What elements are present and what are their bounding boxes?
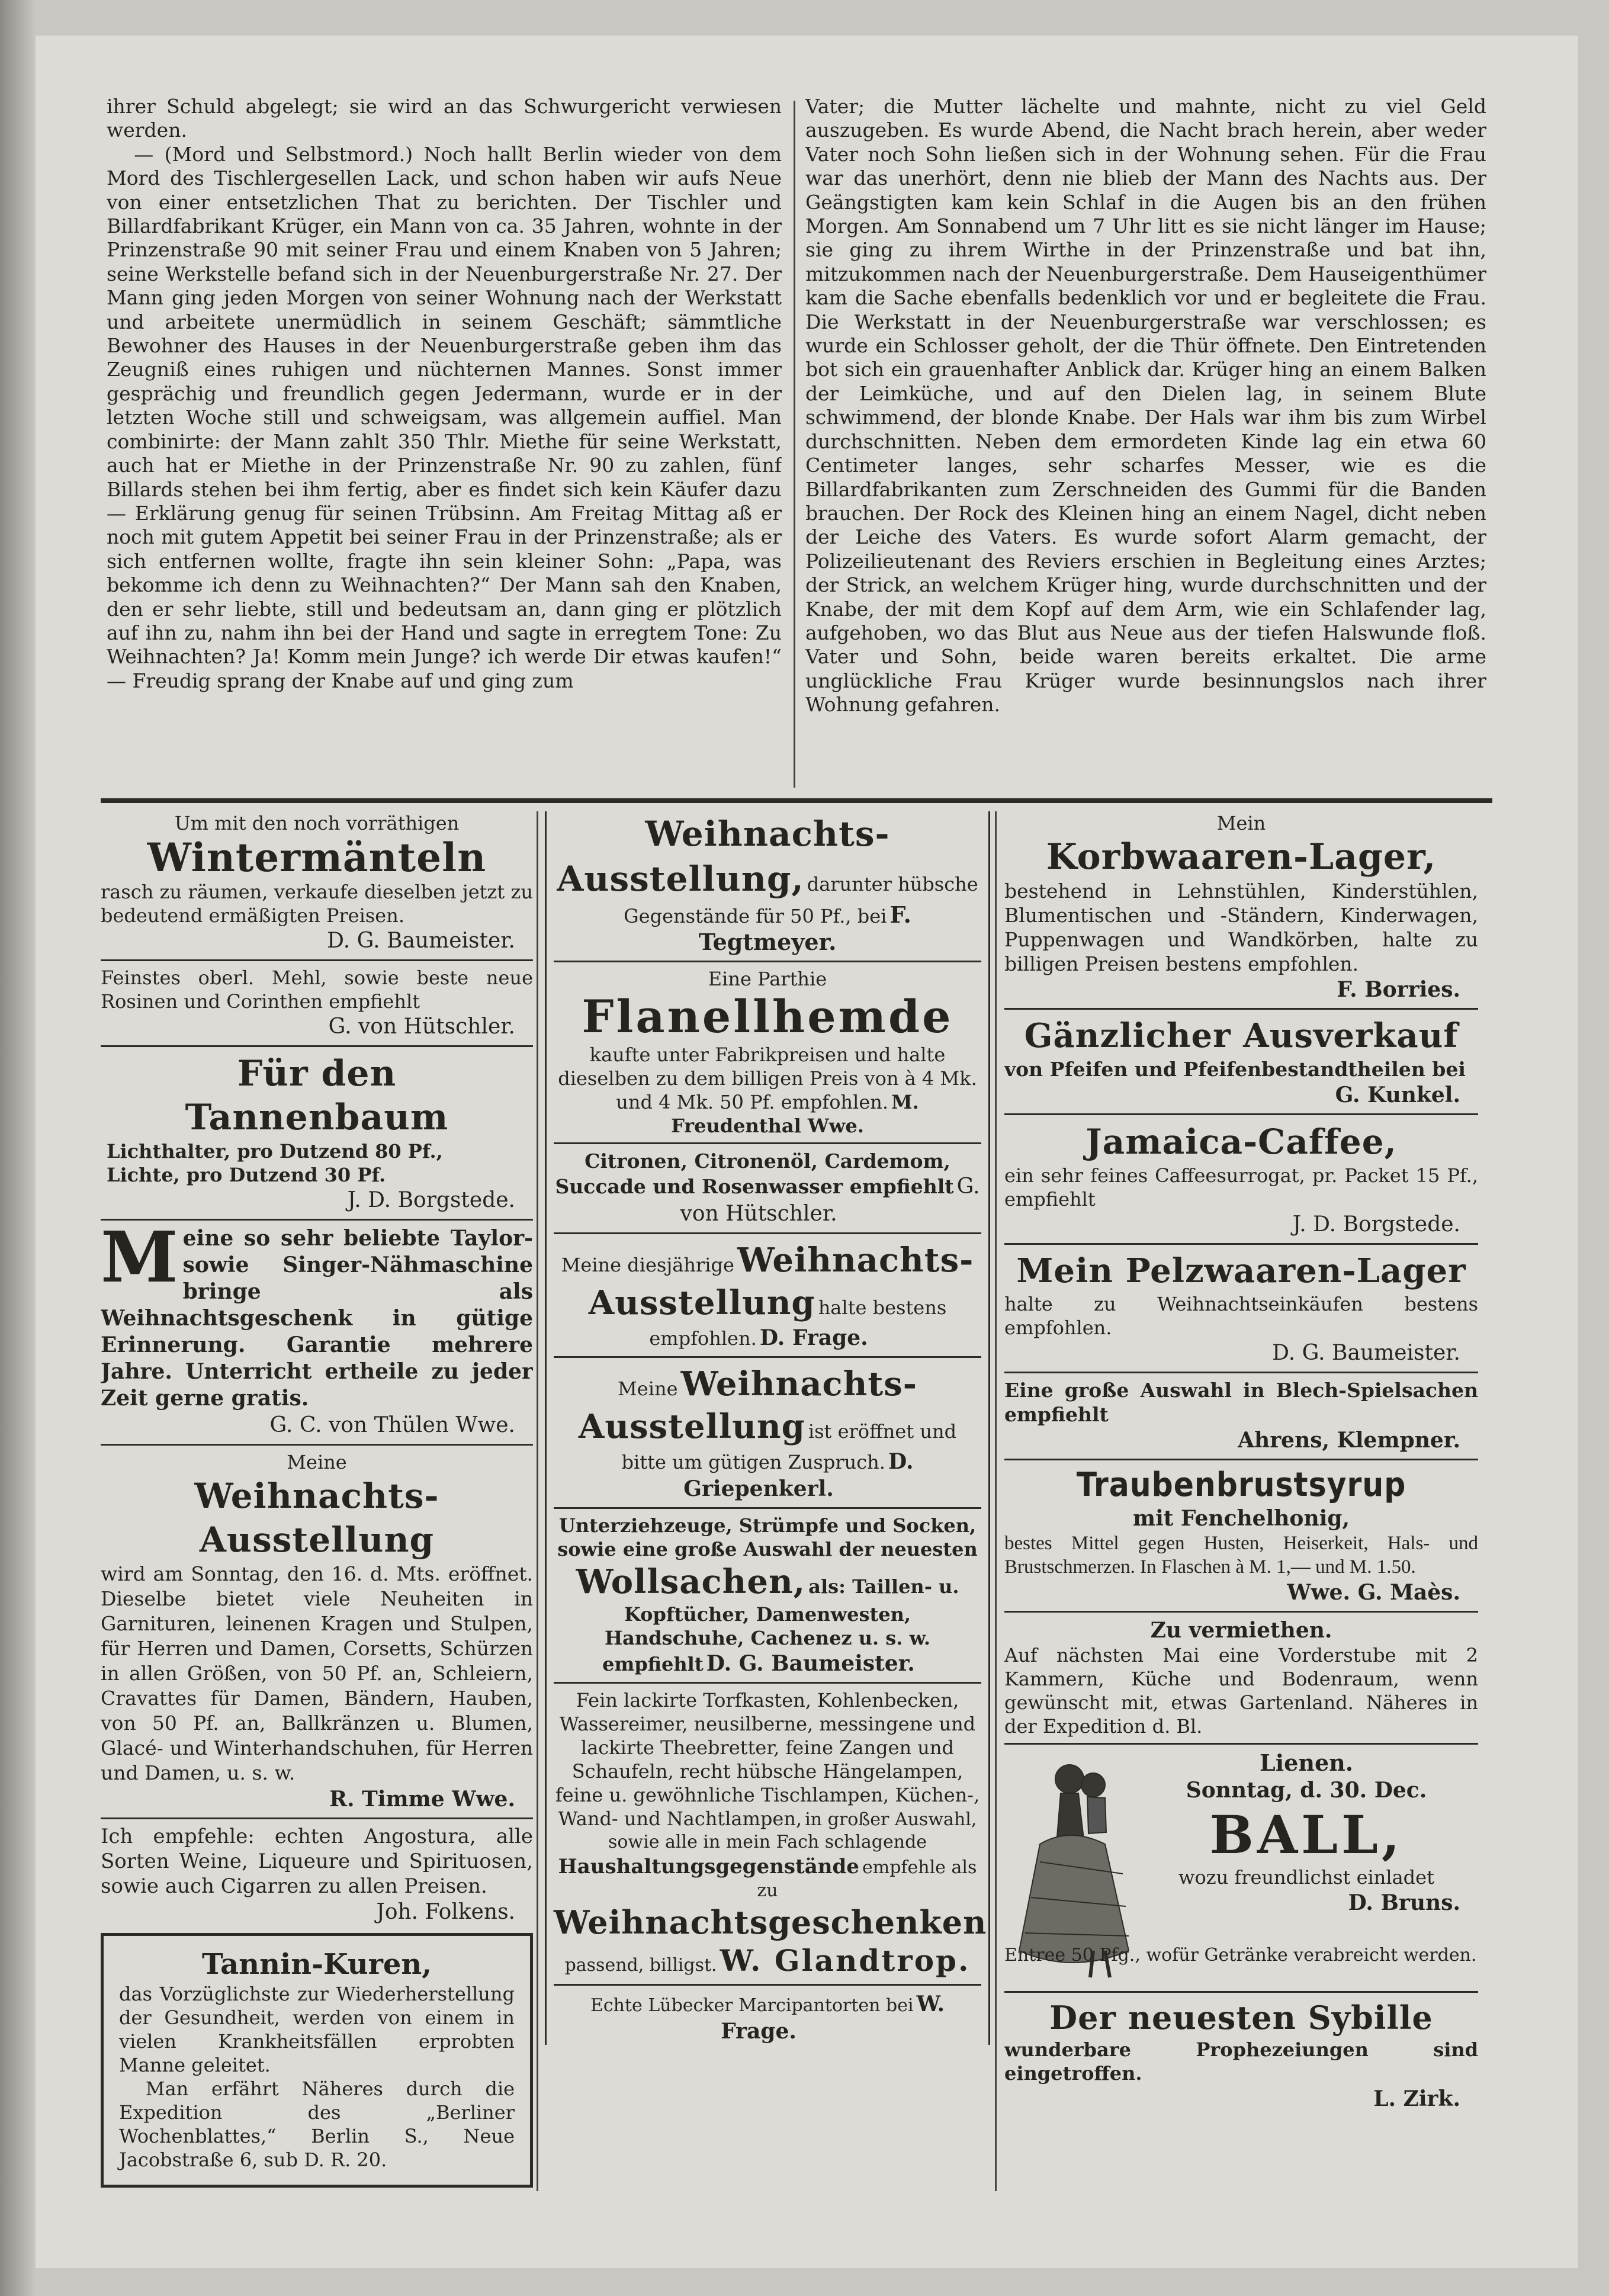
page-edge-shadow <box>0 0 36 2296</box>
ad-separator <box>101 1045 533 1047</box>
ad-signature: J. D. Borgstede. <box>347 1188 515 1212</box>
ad-headline: Der neuesten Sybille <box>1049 1999 1433 2037</box>
ad-separator <box>101 1444 533 1446</box>
ad-separator <box>1004 1008 1478 1010</box>
ad-text: Ich empfehle: echten Angostura, alle Sorten Weine, Liqueure und Spirituosen, sowie auch Cigarren zu allen Preisen. <box>101 1825 533 1898</box>
ad-text: Lichte, pro Dutzend 30 Pf. <box>107 1164 386 1186</box>
ads-column-right <box>1004 811 1478 2191</box>
ad-headline: Zu vermiethen. <box>1150 1618 1332 1643</box>
ad-separator <box>1004 1243 1478 1245</box>
ad-text: wozu freundlichst einladet <box>1178 1866 1434 1889</box>
ads-column-left <box>101 811 533 2191</box>
ad-text: passend, billigst. <box>564 1955 717 1976</box>
ad-headline: Weihnachts-Ausstellung <box>588 1241 974 1322</box>
article-column-right <box>805 95 1486 794</box>
ad-text: wird am Sonntag, den 16. d. Mts. eröffnet. Dieselbe bietet viele Neuheiten in Garnituren, leinenen Kragen und Stulpen, für Herren und Damen, Corsetts, Schürzen in allen Größen, von 50 Pf. an, Schleiern, Cravattes für Damen, Bändern, Hauben, von 50 Pf. an, Ballkränzen u. Blumen, Glacé- und Winterhandschuhen, für Herren und Damen, u. s. w. <box>101 1562 533 1784</box>
ad-tannin-box <box>101 1933 533 2188</box>
ad-headline: Weihnachts-Ausstellung <box>578 1364 917 1446</box>
ad-signature: D. G. Baumeister. <box>1272 1341 1460 1365</box>
ad-separator <box>554 1232 981 1234</box>
ad-text: von Pfeifen und Pfeifenbestandtheilen bei <box>1004 1058 1466 1081</box>
article-paragraph: ihrer Schuld abgelegt; sie wird an das Schwurgericht verwiesen werden. <box>107 95 782 142</box>
ad-headline: BALL, <box>1209 1804 1404 1865</box>
ad-headline: Wollsachen, <box>576 1562 806 1601</box>
ad-signature: W. Glandtrop. <box>720 1943 971 1978</box>
ad-signature: D. Bruns. <box>1348 1890 1460 1915</box>
ad-text: Auf nächsten Mai eine Vorderstube mit 2 Kammern, Küche und Bodenraum, wenn gewünscht mit, etwas Gartenland. Näheres in der Expedition d. Bl. <box>1004 1644 1478 1738</box>
ad-ball <box>1004 1749 1478 1986</box>
ad-headline: Mein Pelzwaaren-Lager <box>1016 1251 1466 1290</box>
ad-text: Echte Lübecker Marcipantorten bei <box>590 1995 914 2016</box>
ad-text: Um mit den noch vorräthigen <box>174 812 460 834</box>
column-rule <box>537 811 538 2191</box>
ad-headline: Jamaica-Caffee, <box>1085 1122 1397 1162</box>
ad-separator <box>101 1219 533 1221</box>
ad-headline: Tannin-Kuren, <box>201 1948 432 1981</box>
ad-text: Mein <box>1216 812 1266 834</box>
ad-text: in großer Auswahl, sowie alle in mein Fach schlagende <box>608 1809 977 1852</box>
ad-separator <box>101 1817 533 1819</box>
ad-signature: F. Borries. <box>1337 977 1460 1002</box>
ad-text: ist eröffnet und bitte um gütigen Zuspruch. <box>621 1420 957 1473</box>
ad-separator <box>1004 1372 1478 1373</box>
ad-text: halte bestens empfohlen. <box>649 1296 947 1350</box>
ad-headline: Weihnachts-Ausstellung, <box>557 814 890 899</box>
ad-text: das Vorzüglichste zur Wiederherstellung der Gesundheit, werden von einem in vielen Krankheitsfällen erprobten Manne geleitet. <box>119 1983 515 2076</box>
ad-signature: G. C. von Thülen Wwe. <box>269 1413 515 1437</box>
ad-text: empfehle als zu <box>757 1857 977 1901</box>
ad-signature: D. Griepenkerl. <box>683 1449 914 1501</box>
ad-text: Entree 50 Pfg., wofür Getränke verabreicht werden. <box>1004 1945 1477 1966</box>
ad-headline: Weihnachtsgeschenken <box>554 1903 987 1941</box>
ad-headline: Wintermänteln <box>147 834 487 881</box>
ad-separator <box>101 959 533 961</box>
ad-signature: L. Zirk. <box>1373 2086 1460 2111</box>
ad-signature: D. Frage. <box>759 1325 868 1350</box>
ad-text: Meine <box>618 1377 678 1400</box>
column-rule <box>794 101 795 788</box>
newspaper-page <box>36 36 1578 2268</box>
ad-signature: G. von Hütschler. <box>680 1174 980 1226</box>
drop-cap: M <box>101 1225 178 1298</box>
ad-separator <box>1004 1459 1478 1460</box>
ad-separator <box>1004 1991 1478 1993</box>
ad-text: bestehend in Lehnstühlen, Kinderstühlen, Blumentischen und -Ständern, Kinderwagen, Puppenwagen und Wandkörben, halte zu billigen Preisen bestens empfohlen. <box>1004 879 1478 975</box>
ad-text: mit Fenchelhonig, <box>1132 1506 1350 1531</box>
ad-headline: Gänzlicher Ausverkauf <box>1024 1016 1459 1055</box>
ad-text: Lichthalter, pro Dutzend 80 Pf., <box>107 1140 443 1163</box>
ad-separator <box>554 1507 981 1509</box>
ad-separator <box>554 1142 981 1144</box>
ad-signature: J. D. Borgstede. <box>1292 1212 1460 1237</box>
ad-headline: Für den Tannenbaum <box>185 1053 449 1138</box>
ad-separator <box>554 1682 981 1684</box>
ad-signature: R. Timme Wwe. <box>329 1787 515 1812</box>
ad-text: Feinstes oberl. Mehl, sowie beste neue Rosinen und Corinthen empfiehlt <box>101 966 533 1013</box>
ad-separator <box>1004 1113 1478 1115</box>
ad-signature: Joh. Folkens. <box>376 1900 515 1924</box>
column-rule <box>995 811 997 2191</box>
ad-text: kaufte unter Fabrikpreisen und halte dieselben zu dem billigen Preis von à 4 Mk. und 4 Mk. 50 Pf. empfohlen. <box>558 1043 977 1113</box>
ad-text: halte zu Weihnachtseinkäufen bestens empfohlen. <box>1004 1293 1478 1339</box>
ad-text: ein sehr feines Caffeesurrogat, pr. Packet 15 Pf., empfiehlt <box>1004 1164 1478 1210</box>
ad-text: Haushaltungsgegenstände <box>558 1855 859 1878</box>
ad-signature: F. Tegtmeyer. <box>698 901 911 955</box>
ad-text: Sonntag, d. 30. Dec. <box>1186 1778 1427 1803</box>
ad-headline: Traubenbrustsyrup <box>1076 1466 1406 1504</box>
ad-text: Eine Parthie <box>708 968 827 990</box>
ad-taylor <box>101 1225 533 1412</box>
ad-separator <box>1004 1743 1478 1745</box>
ad-signature: Wwe. G. Maès. <box>1287 1580 1460 1605</box>
ad-separator <box>554 1356 981 1358</box>
ad-text: Meine diesjährige <box>561 1254 734 1276</box>
ad-text: Fein lackirte Torfkasten, Kohlenbecken, Wassereimer, neusilberne, messingene und lackirte Theebretter, feine Zangen und Schaufeln, recht hübsche Hängelampen, feine u. gewöhnliche Tischlampen, Küchen-, Wand- und Nachtlampen, <box>555 1689 980 1830</box>
ad-headline: Weihnachts-Ausstellung <box>194 1476 439 1560</box>
article-paragraph: — (Mord und Selbstmord.) Noch hallt Berlin wieder von dem Mord des Tischlergesellen Lack, und schon haben wir aufs Neue von einer entsetzlichen That zu berichten. Der Tischler und Billardfabrikant Krüger, ein Mann von ca. 35 Jahren, wohnte in der Prinzenstraße 90 mit seiner Frau und einem Knaben von 5 Jahren; seine Werkstelle befand sich in der Neuenburgerstraße Nr. 27. Der Mann ging jeden Morgen von seiner Wohnung nach der Werkstatt und arbeitete unermüdlich in seinem Geschäft; sämmtliche Bewohner des Hauses in der Neuenburgerstraße geben ihm das Zeugniß eines ruhigen und nüchternen Mannes. Sonst immer gesprächig und freundlich gegen Jedermann, wurde er in der letzten Woche still und schweigsam, was allgemein auffiel. Man combinirte: der Mann zahlt 350 Thlr. Miethe für seine Werkstatt, auch hat er Miethe in der Prinzenstraße Nr. 90 zu zahlen, fünf Billards stehen bei ihm fertig, aber es findet sich kein Käufer dazu — Erklärung genug für seinen Trübsinn. Am Freitag Mittag aß er noch mit gutem Appetit bei seiner Frau in der Prinzenstraße; als er sich entfernen wollte, fragte ihn sein kleiner Sohn: „Papa, was bekomme ich denn zu Weihnachten?“ Der Mann sah den Knaben, den er sehr liebte, still und bedeutsam an, dann ging er plötzlich auf ihn zu, nahm ihn bei der Hand und sagte in erregtem Tone: Zu Weihnachten? Ja! Komm mein Junge? ich werde Dir etwas kaufen!“ — Freudig sprang der Knabe auf und ging zum <box>107 142 782 692</box>
ad-signature: Ahrens, Klempner. <box>1238 1428 1460 1453</box>
article-column-left <box>107 95 782 794</box>
ad-headline: Flanellhemde <box>582 990 953 1043</box>
ad-text: Meine <box>287 1451 347 1473</box>
ad-signature: G. Kunkel. <box>1335 1083 1460 1107</box>
ad-signature: D. G. Baumeister. <box>706 1651 915 1676</box>
ads-column-middle <box>545 811 990 2191</box>
ad-text: Man erfährt Näheres durch die Expedition des „Berliner Wochenblattes,“ Berlin S., Neue Jacobstraße 6, sub D. R. 20. <box>119 2077 515 2171</box>
ad-separator <box>554 961 981 962</box>
ad-signature: D. G. Baumeister. <box>327 929 515 953</box>
ad-text: als: Taillen- u. Kopftücher, Damenwesten, Handschuhe, Cachenez u. s. w. empfiehlt <box>602 1575 959 1675</box>
ad-text: Citronen, Citronenöl, Cardemom, Succade und Rosenwasser empfiehlt <box>555 1149 954 1198</box>
ad-text: Lienen. <box>1260 1749 1353 1776</box>
ad-signature: M. Freudenthal Wwe. <box>671 1091 919 1137</box>
ad-text: darunter hübsche Gegenstände für 50 Pf., bei <box>624 873 978 927</box>
ad-separator <box>554 1984 981 1986</box>
ad-text: eine so sehr beliebte Taylor- sowie Singer-Nähmaschine bringe als Weihnachtsgeschenk in gütige Erinnerung. Garantie mehrere Jahre. Unterricht ertheile zu jeder Zeit gerne gratis. <box>101 1226 533 1411</box>
article-paragraph: Vater; die Mutter lächelte und mahnte, nicht zu viel Geld auszugeben. Es wurde Abend, die Nacht brach herein, aber weder Vater noch Sohn ließen sich in der Wohnung sehen. Für die Frau war das unerhört, denn nie blieb der Mann des Nachts aus. Der Geängstigten kam kein Schlaf in die Augen bis an den frühen Morgen. Am Sonnabend um 7 Uhr litt es sie nicht länger im Hause; sie ging zu ihrem Wirthe in der Prinzenstraße und bat ihn, mitzukommen nach der Neuenburgerstraße. Dem Hauseigenthümer kam die Sache ebenfalls bedenklich vor und er begleitete die Frau. Die Werkstatt in der Neuenburgerstraße war verschlossen; es wurde ein Schlosser geholt, der die Thür öffnete. Den Eintretenden bot sich ein grauenhafter Anblick dar. Krüger hing an einem Balken der Leimküche, und auf den Dielen lag, in seinem Blute schwimmend, der blonde Knabe. Der Hals war ihm bis zum Wirbel durchschnitten. Neben dem ermordeten Kinde lag ein etwa 60 Centimeter langes, sehr scharfes Messer, wie es die Billardfabrikanten zum Zerschneiden des Gummi für die Banden brauchen. Der Rock des Kleinen hing an einem Nagel, dicht neben der Leiche des Vaters. Es wurde sofort Alarm gemacht, der Polizeilieutenant des Reviers erschien in Begleitung eines Arztes; der Strick, an welchem Krüger hing, wurde durchschnitten und der Knabe, der mit dem Kopf auf dem Arm, wie ein Schlafender lag, aufgehoben, wo das Blut aus Neue aus der tiefen Halswunde floß. Vater und Sohn, beide waren bereits erkaltet. Die arme unglückliche Frau Krüger wurde besinnungslos nach ihrer Wohnung gefahren. <box>805 95 1486 717</box>
ad-text: wunderbare Prophezeiungen sind eingetroffen. <box>1004 2038 1478 2085</box>
ad-text: rasch zu räumen, verkaufe dieselben jetzt zu bedeutend ermäßigten Preisen. <box>101 881 533 927</box>
ad-frame <box>545 811 990 2045</box>
ad-ball-text <box>1135 1749 1478 1916</box>
ad-headline: Korbwaaren-Lager, <box>1046 836 1437 878</box>
section-rule <box>101 798 1492 803</box>
ad-signature: W. Frage. <box>721 1992 945 2044</box>
ad-text: bestes Mittel gegen Husten, Heiserkeit, Hals- und Brustschmerzen. In Flaschen à M. 1,— und M. 1.50. <box>1004 1533 1478 1578</box>
ad-signature: G. von Hütschler. <box>328 1014 515 1039</box>
ad-text: Eine große Auswahl in Blech-Spielsachen empfiehlt <box>1004 1379 1478 1426</box>
ad-separator <box>1004 1611 1478 1613</box>
ad-text: Unterziehzeuge, Strümpfe und Socken, sowie eine große Auswahl der neuesten <box>557 1514 978 1560</box>
